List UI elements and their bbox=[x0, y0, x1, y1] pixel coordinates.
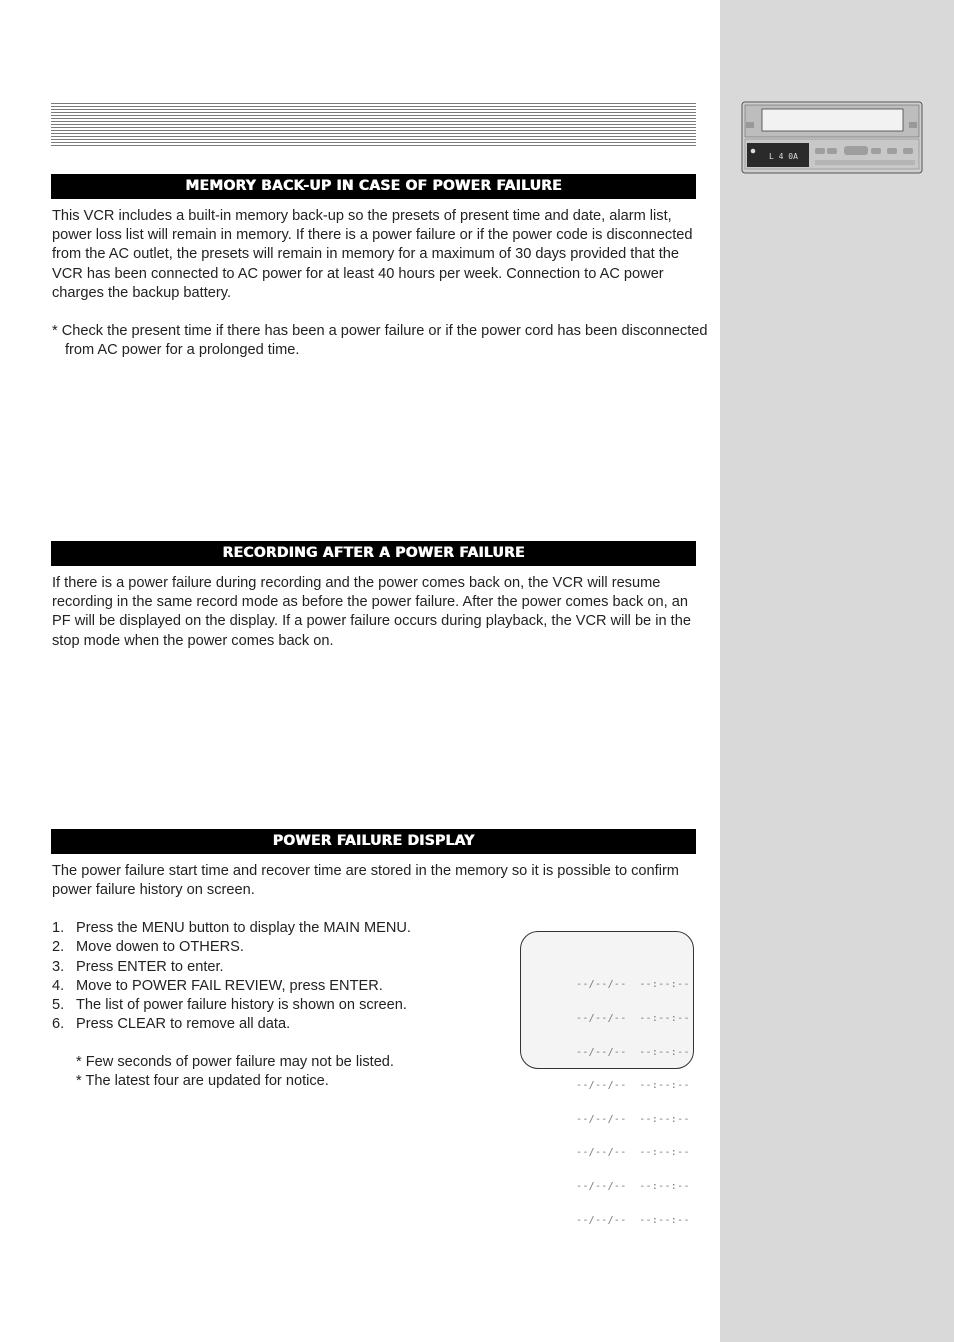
memory-backup-note: * Check the present time if there has been a power failure or if the power cord has been disconnected from AC power for a prolonged time. bbox=[52, 323, 708, 359]
power-failure-display-paragraph: The power failure start time and recover time are stored in the memory so it is possible to confirm power failure history on screen. bbox=[52, 863, 679, 899]
list-item bbox=[52, 996, 492, 1015]
step-text: Move dowen to OTHERS. bbox=[76, 939, 244, 956]
history-row: --/--/-- --:--:-- bbox=[576, 1214, 690, 1226]
step-text: Move to POWER FAIL REVIEW, press ENTER. bbox=[76, 977, 383, 994]
section-title-memory-backup: MEMORY BACK-UP IN CASE OF POWER FAILURE bbox=[51, 174, 696, 199]
history-row: --/--/-- --:--:-- bbox=[576, 1046, 690, 1058]
list-item bbox=[52, 977, 492, 996]
list-item bbox=[52, 1015, 492, 1034]
vcr-illustration bbox=[741, 101, 923, 174]
history-row: --/--/-- --:--:-- bbox=[576, 1013, 690, 1025]
step-text: Press ENTER to enter. bbox=[76, 958, 224, 975]
history-row: --/--/-- --:--:-- bbox=[576, 1080, 690, 1092]
footnotes bbox=[76, 1053, 394, 1092]
vcr-display-text: L 4 0A bbox=[769, 152, 798, 161]
sidebar-panel bbox=[720, 0, 954, 1342]
step-number: 3. bbox=[52, 958, 65, 975]
tv-screen bbox=[520, 931, 694, 1226]
history-row: --/--/-- --:--:-- bbox=[576, 1113, 690, 1125]
footnote: * Few seconds of power failure may not be listed. bbox=[76, 1054, 394, 1070]
step-text: The list of power failure history is shown on screen. bbox=[76, 997, 407, 1014]
list-item bbox=[52, 938, 492, 957]
step-number: 1. bbox=[52, 920, 65, 936]
step-text: Press CLEAR to remove all data. bbox=[76, 1016, 291, 1033]
step-number: 4. bbox=[52, 977, 65, 994]
step-text: Press the MENU button to display the MAIN MENU. bbox=[76, 920, 411, 936]
section-title-power-failure-display: POWER FAILURE DISPLAY bbox=[51, 829, 696, 854]
step-number: 6. bbox=[52, 1016, 65, 1033]
footnote: * The latest four are updated for notice. bbox=[76, 1073, 329, 1090]
list-item bbox=[52, 958, 492, 977]
memory-backup-paragraph: This VCR includes a built-in memory back-up so the presets of present time and date, alarm list, power loss list will remain in memory. If there is a power failure or if the power code is disconnected from the AC outlet, the presets will remain in memory for a maximum of 30 days provided that the VCR has been connected to AC power for at least 40 hours per week. Connection to AC power charges the backup battery. bbox=[52, 208, 693, 301]
history-row: --/--/-- --:--:-- bbox=[576, 1181, 690, 1193]
header-stripes bbox=[51, 103, 696, 148]
section-title-recording: RECORDING AFTER A POWER FAILURE bbox=[51, 541, 696, 566]
power-fail-history-list bbox=[576, 957, 690, 1248]
list-item bbox=[52, 919, 492, 938]
history-row: --/--/-- --:--:-- bbox=[576, 1147, 690, 1159]
steps-list bbox=[52, 919, 492, 1035]
step-number: 2. bbox=[52, 939, 65, 956]
history-row: --/--/-- --:--:-- bbox=[576, 979, 690, 991]
step-number: 5. bbox=[52, 997, 65, 1014]
recording-paragraph: If there is a power failure during recording and the power comes back on, the VCR will resume recording in the same record mode as before the power failure. After the power comes back on, an PF will be displayed on the display. If a power failure occurs during playback, the VCR will be in the stop mode when the power comes back on. bbox=[52, 575, 691, 649]
